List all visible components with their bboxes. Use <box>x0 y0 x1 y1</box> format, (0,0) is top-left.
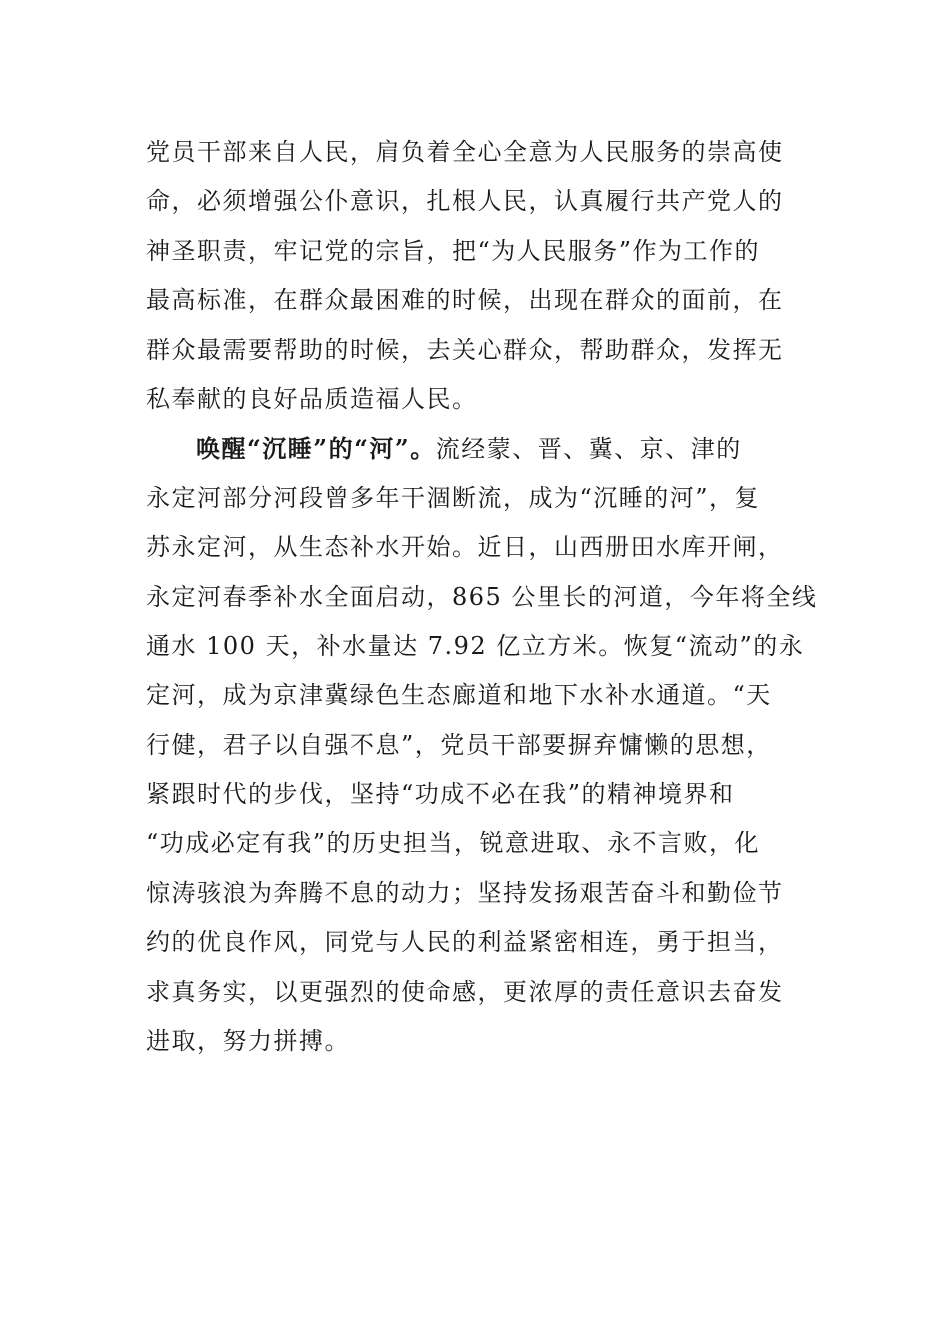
text-line: 永定河部分河段曾多年干涸断流，成为“沉睡的河”，复 <box>146 483 761 512</box>
text-line: 永定河春季补水全面启动，865 公里长的河道，今年将全线 <box>146 582 818 611</box>
text-line: 最高标准，在群众最困难的时候，出现在群众的面前，在 <box>146 286 784 315</box>
text-line: 紧跟时代的步伐，坚持“功成不必在我”的精神境界和 <box>146 780 735 809</box>
text-line: 求真务实，以更强烈的使命感，更浓厚的责任意识去奋发 <box>146 977 784 1006</box>
text-line-rest: 流经蒙、晋、冀、京、津的 <box>435 435 742 464</box>
text-line: “功成必定有我”的历史担当，锐意进取、永不言败，化 <box>146 829 761 858</box>
text-line: 神圣职责，牢记党的宗旨，把“为人民服务”作为工作的 <box>146 236 761 265</box>
text-line: 党员干部来自人民，肩负着全心全意为人民服务的崇高使 <box>146 138 784 166</box>
text-line: 进取，努力拼搏。 <box>146 1027 350 1056</box>
document-body <box>146 128 818 1066</box>
text-line: 命，必须增强公仆意识，扎根人民，认真履行共产党人的 <box>146 187 784 216</box>
paragraph-1 <box>146 128 806 424</box>
text-line: 惊涛骇浪为奔腾不息的动力；坚持发扬艰苦奋斗和勤俭节 <box>146 878 784 907</box>
text-line: 定河，成为京津冀绿色生态廊道和地下水补水通道。“天 <box>146 681 772 710</box>
section-heading: 唤醒“沉睡”的“河”。 <box>196 434 436 464</box>
text-line: 苏永定河，从生态补水开始。近日，山西册田水库开闸， <box>146 533 784 562</box>
text-line: 行健，君子以自强不息”，党员干部要摒弃慵懒的思想， <box>146 730 772 759</box>
text-line: 约的优良作风，同党与人民的利益紧密相连，勇于担当， <box>146 928 784 957</box>
paragraph-2 <box>146 424 818 1066</box>
paragraph-first-line <box>146 424 806 473</box>
text-line: 通水 100 天，补水量达 7.92 亿立方米。恢复“流动”的永 <box>146 631 805 660</box>
text-line: 私奉献的良好品质造福人民。 <box>146 384 478 413</box>
text-line: 群众最需要帮助的时候，去关心群众，帮助群众，发挥无 <box>146 335 784 364</box>
